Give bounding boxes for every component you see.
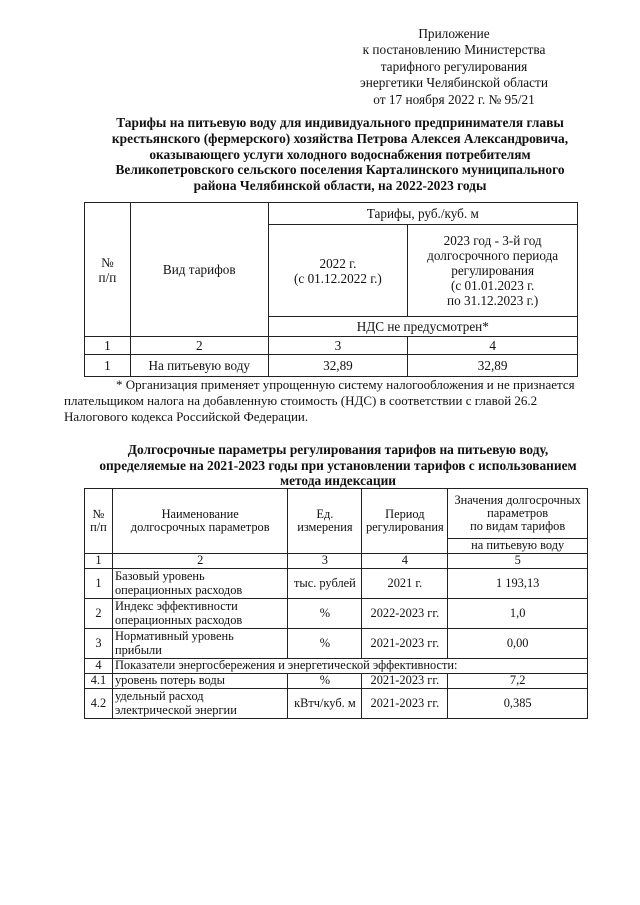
title-line: Великопетровского сельского поселения Карталинского муниципального bbox=[115, 162, 565, 178]
cell-num: 3 bbox=[85, 629, 113, 659]
table-row bbox=[85, 355, 578, 377]
table-row bbox=[85, 689, 588, 719]
cell-period: 2021 г. bbox=[362, 569, 448, 599]
cell-value: 1,0 bbox=[448, 599, 588, 629]
tariffs-title bbox=[70, 115, 610, 194]
cell-name: уровень потерь воды bbox=[112, 674, 287, 689]
header-2023: 2023 год - 3-й год долгосрочного периода регулирования (с 01.01.2023 г. по 31.12.2023 г.) bbox=[408, 225, 578, 317]
cell-unit: % bbox=[288, 629, 362, 659]
index-cell: 2 bbox=[130, 337, 268, 355]
appendix-line: энергетики Челябинской области bbox=[360, 75, 548, 91]
cell-unit: % bbox=[288, 599, 362, 629]
cell-num: 2 bbox=[85, 599, 113, 629]
index-cell: 1 bbox=[85, 554, 113, 569]
cell-unit: кВтч/куб. м bbox=[288, 689, 362, 719]
cell-kind: На питьевую воду bbox=[130, 355, 268, 377]
cell-value: 7,2 bbox=[448, 674, 588, 689]
title-line: крестьянского (фермерского) хозяйства Петрова Алексея Александровича, bbox=[111, 130, 569, 146]
header-drinking-water: на питьевую воду bbox=[448, 539, 588, 554]
cell-num: 4 bbox=[85, 659, 113, 674]
tariffs-table bbox=[84, 202, 578, 377]
cell-value: 0,385 bbox=[448, 689, 588, 719]
cell-name: Индекс эффективности операционных расходов bbox=[112, 599, 287, 629]
cell-period: 2021-2023 гг. bbox=[362, 629, 448, 659]
section-title: Показатели энергосбережения и энергетической эффективности: bbox=[112, 659, 587, 674]
index-cell: 2 bbox=[112, 554, 287, 569]
footnote-line: Налогового кодекса Российской Федерации. bbox=[64, 409, 309, 424]
table-row bbox=[85, 569, 588, 599]
index-cell: 3 bbox=[288, 554, 362, 569]
appendix-line: Приложение bbox=[418, 26, 490, 41]
title-line: оказывающего услуги холодного водоснабжения потребителям bbox=[149, 146, 531, 162]
parameters-title bbox=[78, 442, 598, 489]
cell-name: Базовый уровень операционных расходов bbox=[112, 569, 287, 599]
cell-period: 2022-2023 гг. bbox=[362, 599, 448, 629]
index-cell: 3 bbox=[268, 337, 408, 355]
index-cell: 1 bbox=[85, 337, 131, 355]
cell-value: 1 193,13 bbox=[448, 569, 588, 599]
cell-name: Нормативный уровень прибыли bbox=[112, 629, 287, 659]
title-line: Тарифы на питьевую воду для индивидуального предпринимателя главы bbox=[116, 115, 564, 130]
section-row bbox=[85, 659, 588, 674]
cell-unit: % bbox=[288, 674, 362, 689]
title-line: Долгосрочные параметры регулирования тарифов на питьевую воду, bbox=[127, 442, 549, 457]
header-kind: Вид тарифов bbox=[130, 203, 268, 337]
cell-unit: тыс. рублей bbox=[288, 569, 362, 599]
cell-2023: 32,89 bbox=[408, 355, 578, 377]
parameters-table bbox=[84, 488, 588, 719]
header-tariffs: Тарифы, руб./куб. м bbox=[268, 203, 577, 225]
title-line: определяемые на 2021-2023 годы при установлении тарифов с использованием bbox=[99, 457, 577, 473]
cell-period: 2021-2023 гг. bbox=[362, 689, 448, 719]
header-num: № п/п bbox=[85, 203, 131, 337]
cell-num: 4.2 bbox=[85, 689, 113, 719]
table-row bbox=[85, 629, 588, 659]
index-cell: 5 bbox=[448, 554, 588, 569]
title-line: метода индексации bbox=[279, 473, 397, 489]
cell-num: 1 bbox=[85, 569, 113, 599]
index-cell: 4 bbox=[362, 554, 448, 569]
header-period: Период регулирования bbox=[362, 489, 448, 554]
cell-period: 2021-2023 гг. bbox=[362, 674, 448, 689]
cell-2022: 32,89 bbox=[268, 355, 408, 377]
cell-name: удельный расход электрической энергии bbox=[112, 689, 287, 719]
footnote bbox=[64, 377, 596, 425]
header-unit: Ед. измерения bbox=[288, 489, 362, 554]
cell-num: 4.1 bbox=[85, 674, 113, 689]
table-row bbox=[85, 599, 588, 629]
footnote-line: плательщиком налога на добавленную стоимость (НДС) в соответствии с главой 26.2 bbox=[64, 393, 538, 408]
header-values: Значения долгосрочных параметров по видам тарифов bbox=[448, 489, 588, 539]
header-num: № п/п bbox=[85, 489, 113, 554]
index-cell: 4 bbox=[408, 337, 578, 355]
header-vat: НДС не предусмотрен* bbox=[268, 317, 577, 337]
table-row bbox=[85, 674, 588, 689]
cell-num: 1 bbox=[85, 355, 131, 377]
title-line: района Челябинской области, на 2022-2023 годы bbox=[193, 178, 487, 194]
appendix-line: тарифного регулирования bbox=[380, 58, 528, 74]
appendix-block bbox=[330, 26, 578, 108]
cell-value: 0,00 bbox=[448, 629, 588, 659]
appendix-line: от 17 ноября 2022 г. № 95/21 bbox=[373, 91, 535, 107]
appendix-line: к постановлению Министерства bbox=[362, 42, 546, 58]
header-name: Наименование долгосрочных параметров bbox=[112, 489, 287, 554]
header-2022: 2022 г. (с 01.12.2022 г.) bbox=[268, 225, 408, 317]
footnote-line: * Организация применяет упрощенную систему налогообложения и не признается bbox=[116, 377, 575, 392]
